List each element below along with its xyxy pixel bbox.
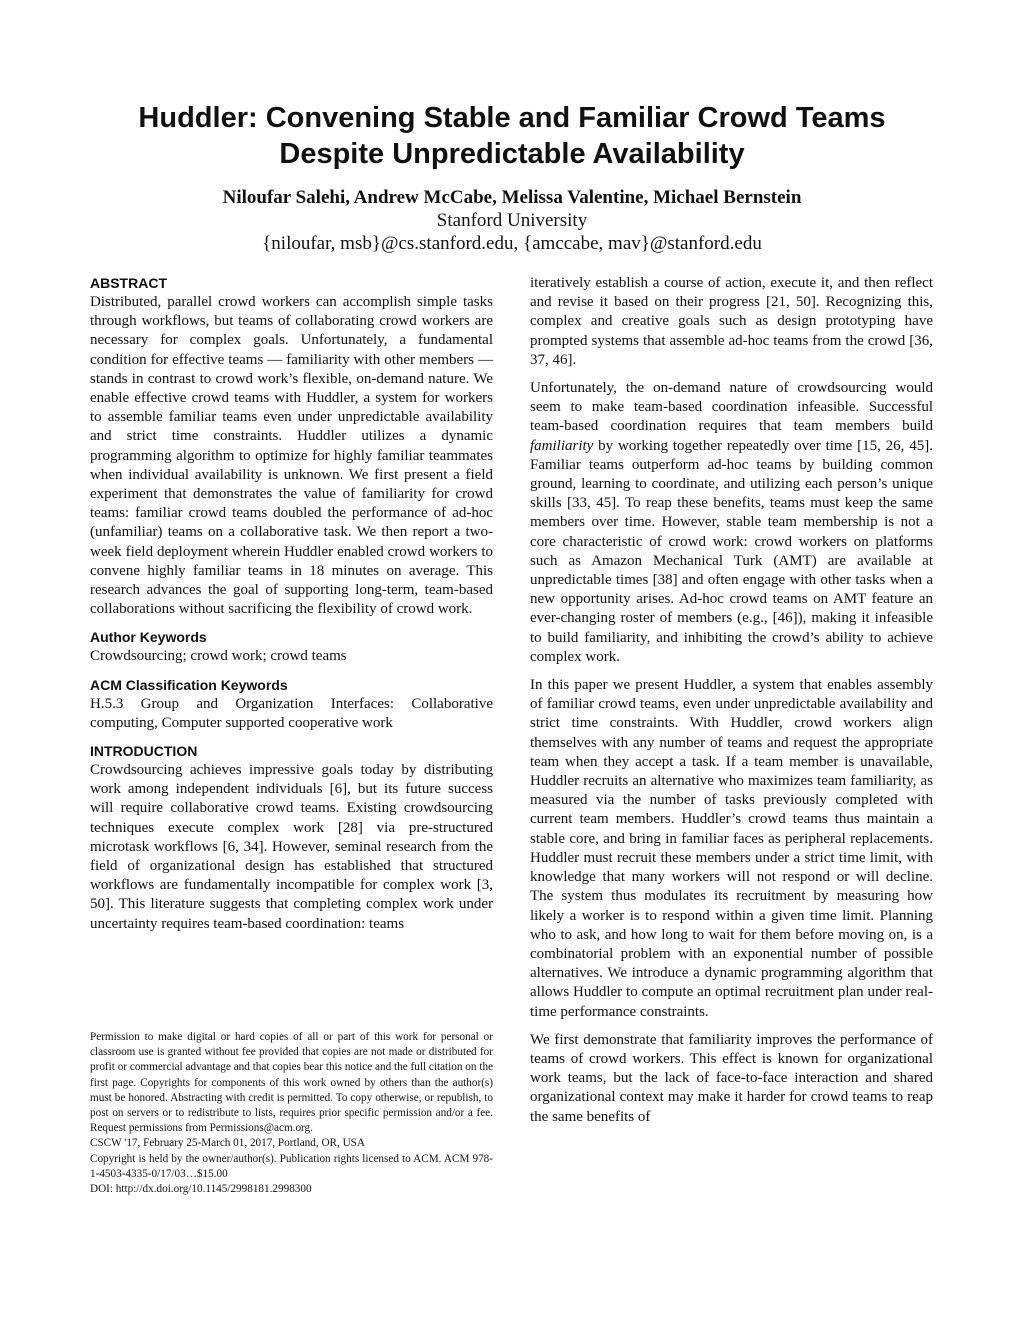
acm-text: H.5.3 Group and Organization Interfaces: Collaborative computing, Computer supported cooperative work [90, 695, 493, 731]
keywords-section [90, 628, 493, 666]
introduction-text: Crowdsourcing achieves impressive goals today by distributing work among independent individuals [6], but its future success will require collaborative crowd teams. Existing crowdsourcing techniques execute complex work [28] via pre-structured microtask workflows [6, 34]. However, seminal research from the field of organizational design has established that structured workflows are fundamentally incompatible for complex work [3, 50]. This literature suggests that completing complex work under uncertainty requires team-based coordination: teams [90, 762, 493, 932]
acm-section [90, 676, 493, 733]
author-emails: {niloufar, msb}@cs.stanford.edu, {amccabe, mav}@stanford.edu [262, 233, 762, 254]
abstract-heading: ABSTRACT [90, 275, 167, 291]
body-paragraph-4: We first demonstrate that familiarity improves the performance of teams of crowd workers. This effect is known for organizational work teams, but the lack of face-to-face interaction and shared organizational context may make it harder for crowd teams to reap the same benefits of [530, 1031, 933, 1125]
abstract-text: Distributed, parallel crowd workers can accomplish simple tasks through workflows, but teams of collaborating crowd workers are necessary for complex goals. Unfortunately, a fundamental condition for effective teams — familiarity with other members — stands in contrast to crowd work’s flexible, on-demand nature. We enable effective crowd teams with Huddler, a system for workers to assemble familiar teams even under unpredictable availability and strict time constraints. Huddler utilizes a dynamic programming algorithm to optimize for highly familiar teammates when individual availability is unknown. We first present a field experiment that demonstrates the value of familiarity for crowd teams: familiar crowd teams doubled the performance of ad-hoc (unfamiliar) teams on a collaborative task. We then report a two-week field deployment wherein Huddler enabled crowd workers to convene highly familiar teams in 18 minutes on average. This research advances the goal of supporting long-term, team-based collaborations without sacrificing the flexibility of crowd work. [90, 294, 493, 618]
introduction-heading: INTRODUCTION [90, 743, 198, 760]
body-paragraph-2 [530, 379, 933, 667]
doi-text: DOI: http://dx.doi.org/10.1145/2998181.2998300 [90, 1183, 312, 1196]
keywords-heading: Author Keywords [90, 629, 207, 646]
conference-info: CSCW '17, February 25-March 01, 2017, Portland, OR, USA [90, 1137, 365, 1150]
body-paragraph-1: iteratively establish a course of action, execute it, and then reflect and revise it based on their progress [21, 50]. Recognizing this, complex and creative goals such as design prototyping have prompted systems that assemble ad-hoc teams from the crowd [36, 37, 46]. [530, 275, 933, 368]
emphasis-familiarity: familiarity [530, 437, 594, 454]
author-list: Niloufar Salehi, Andrew McCabe, Melissa Valentine, Michael Bernstein [222, 187, 802, 208]
keywords-text: Crowdsourcing; crowd work; crowd teams [90, 648, 347, 665]
acm-heading: ACM Classification Keywords [90, 676, 288, 693]
title-line-1: Huddler: Convening Stable and Familiar Crowd Teams [138, 102, 886, 134]
paragraph-2-end: by working together repeatedly over time [15, 26, 45]. Familiar teams outperform ad-hoc teams by building common ground, learning to coordinate, and utilizing each person’s unique skills [33, 45]. To reap these benefits, teams must keep the same members over time. However, stable team membership is not a core characteristic of crowd work: crowd workers on platforms such as Amazon Mechanical Turk (AMT) are available at unpredictable times [38] and often engage with other tasks when a new opportunity arises. Ad-hoc crowd teams on AMT feature an ever-changing roster of members (e.g., [46]), making it infeasible to build familiarity, and inhibiting the crowd’s ability to achieve complex work. [530, 437, 933, 665]
paper-title [90, 100, 934, 172]
introduction-section [90, 742, 493, 934]
copyright-text: Copyright is held by the owner/author(s). Publication rights licensed to ACM. ACM 978-1-4503-4335-0/17/03…$15.00 [90, 1152, 493, 1180]
title-line-2: Despite Unpredictable Availability [279, 138, 745, 170]
permission-text: Permission to make digital or hard copies of all or part of this work for personal or classroom use is granted without fee provided that copies are not made or distributed for profit or commercial advantage and that copies bear this notice and the full citation on the first page. Copyrights for components of this work owned by others than the author(s) must be honored. Abstracting with credit is permitted. To copy otherwise, or republish, to post on servers or to redistribute to lists, requires prior specific permission and/or a fee. Request permissions from Permissions@acm.org. [90, 1031, 493, 1135]
permission-block [90, 1030, 493, 1197]
abstract-section [90, 274, 493, 619]
affiliation: Stanford University [436, 210, 588, 231]
body-paragraph-3: In this paper we present Huddler, a system that enables assembly of familiar crowd teams, even under unpredictable availability and strict time constraints. With Huddler, crowd workers align themselves with any number of teams and request the appropriate team when they accept a task. If a team member is unavailable, Huddler recruits an alternative who maximizes team familiarity, as measured via the number of tasks previously completed with current team members. Huddler’s crowd teams thus maintain a stable core, and bring in familiar faces as peripheral replacements. Huddler must recruit these members under a strict time limit, with knowledge that many workers will not respond or will decline. The system thus modulates its recruitment by measuring how likely a worker is to respond within a given time limit. Planning who to ask, and how long to wait for them before moving on, is a combinatorial problem with an exponential number of possible alternatives. We introduce a dynamic programming algorithm that allows Huddler to compute an optimal recruitment plan under real-time performance constraints. [530, 677, 933, 1020]
left-column [90, 274, 493, 943]
right-column [530, 274, 933, 1136]
paragraph-2-start: Unfortunately, the on-demand nature of crowdsourcing would seem to make team-based coordination infeasible. Successful team-based coordination requires that team members build [530, 380, 933, 435]
